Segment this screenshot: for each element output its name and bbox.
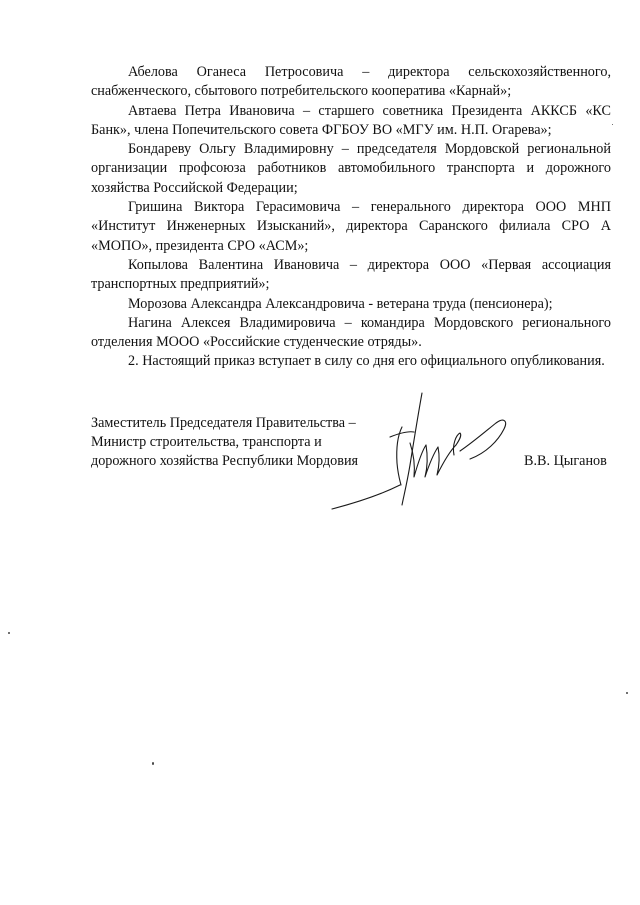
list-item: Абелова Оганеса Петросовича – директора сельскохозяйственного, снабженческого, сбытового потребительского кооператива «Карнай»;: [91, 64, 611, 100]
handwritten-signature: [310, 385, 530, 525]
list-item: Бондареву Ольгу Владимировну – председателя Мордовской региональной организации профсоюза работников автомобильного транспорта и дорожного хозяйства Российской Федерации;: [91, 141, 611, 196]
list-item: Автаева Петра Ивановича – старшего советника Президента АККСБ «КС Банк», члена Попечительского совета ФГБОУ ВО «МГУ им. Н.П. Огарева»;: [91, 102, 611, 138]
order-text: [91, 63, 611, 372]
signer-title-line: дорожного хозяйства Республики Мордовия: [91, 453, 359, 469]
signer-name: В.В. Цыганов: [524, 453, 607, 469]
effective-clause: 2. Настоящий приказ вступает в силу со дня его официального опубликования.: [128, 353, 605, 370]
list-item: Копылова Валентина Ивановича – директора ООО «Первая ассоциация транспортных предприятий»;: [91, 256, 611, 293]
list-item: Морозова Александра Александровича - ветерана труда (пенсионера);: [128, 295, 553, 312]
signer-title-line: Заместитель Председателя Правительства –: [91, 415, 356, 431]
scan-speck: [8, 632, 10, 634]
list-item: Гришина Виктора Герасимовича – генерального директора ООО МНП «Институт Инженерных Изысканий», директора Саранского филиала СРО А «МОПО», президента СРО «АСМ»;: [91, 199, 611, 254]
signer-title-line: Министр строительства, транспорта и: [91, 434, 322, 450]
scan-speck: [626, 692, 628, 694]
scan-speck: [152, 762, 154, 765]
scan-speck: [612, 124, 613, 125]
list-item: Нагина Алексея Владимировича – командира Мордовского регионального отделения МООО «Российские студенческие отряды».: [91, 314, 611, 351]
